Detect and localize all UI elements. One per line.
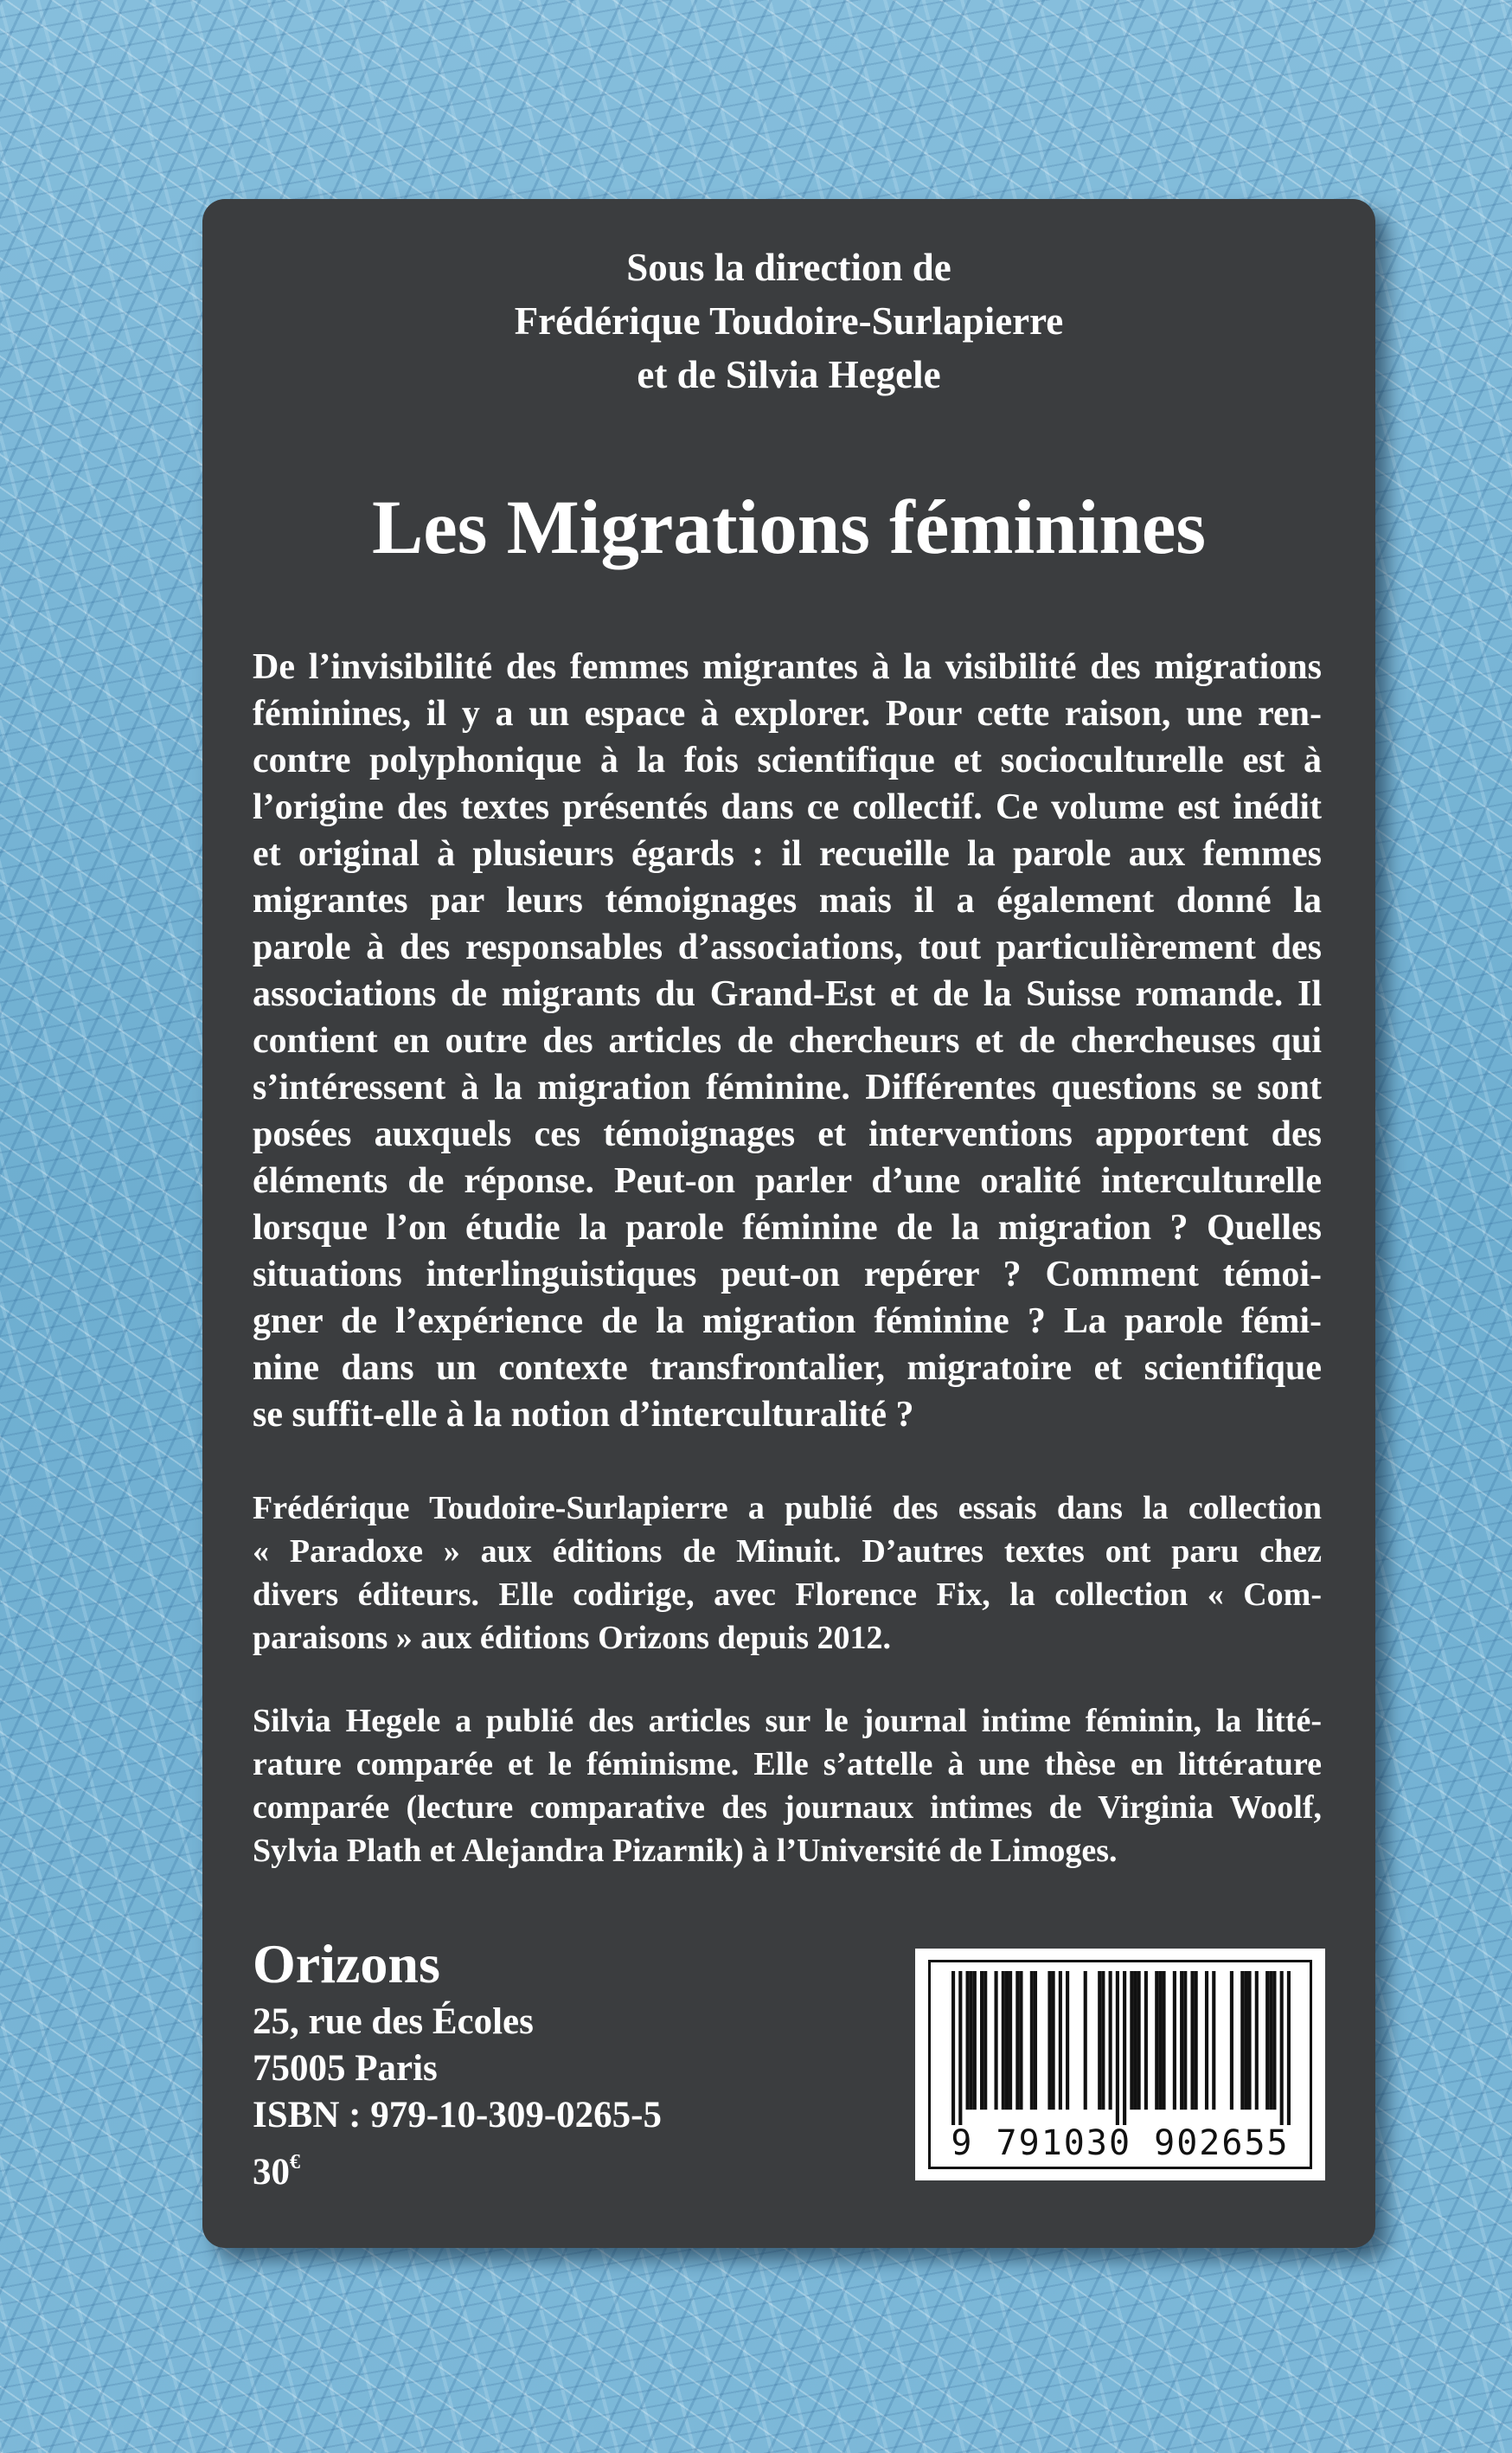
barcode-bar xyxy=(1052,1971,1055,2109)
barcode-guard-bar xyxy=(958,1971,962,2125)
back-cover-panel xyxy=(202,199,1375,2248)
summary-line: situations interlinguistiques peut-on repérer ? Comment témoi- xyxy=(253,1255,1322,1294)
barcode-bar xyxy=(995,1971,998,2109)
barcode-bar xyxy=(1059,1971,1062,2109)
summary-line: De l’invisibilité des femmes migrantes à la visibilité des migrations xyxy=(253,647,1322,687)
barcode-bar xyxy=(1130,1971,1133,2109)
barcode-bar xyxy=(1048,1971,1051,2109)
isbn: ISBN : 979-10-309-0265-5 xyxy=(253,2095,662,2135)
barcode-bar xyxy=(1180,1971,1183,2109)
barcode-bar xyxy=(1269,1971,1272,2109)
summary-line: éléments de réponse. Peut-on parler d’une oralité interculturelle xyxy=(253,1161,1322,1201)
barcode-bar xyxy=(1247,1971,1251,2109)
summary-line: lorsque l’on étudie la parole féminine de la migration ? Quelles xyxy=(253,1208,1322,1248)
price xyxy=(253,2139,662,2196)
barcode-bar xyxy=(983,1971,987,2109)
summary-line: et original à plusieurs égards : il recueille la parole aux femmes xyxy=(253,834,1322,874)
barcode-bar xyxy=(1205,1971,1208,2109)
barcode-bar xyxy=(1137,1971,1141,2109)
barcode-bar xyxy=(1158,1971,1162,2109)
barcode-bar xyxy=(1002,1971,1005,2109)
barcode-bar xyxy=(1098,1971,1101,2109)
barcode-bar xyxy=(1030,1971,1034,2109)
summary-line: s’intéressent à la migration féminine. Différentes questions se sont xyxy=(253,1068,1322,1108)
publisher-block xyxy=(253,1930,662,2196)
bio-line: divers éditeurs. Elle codirige, avec Florence Fix, la collection « Com- xyxy=(253,1576,1322,1613)
editors-line: Frédérique Toudoire-Surlapierre xyxy=(514,299,1064,343)
barcode-bar xyxy=(1190,1971,1194,2109)
summary-paragraph xyxy=(253,644,1322,1438)
editors-line: Sous la direction de xyxy=(626,246,951,289)
summary-line: associations de migrants du Grand-Est et de la Suisse romande. Il xyxy=(253,974,1322,1014)
barcode-bar xyxy=(1240,1971,1244,2109)
summary-line: parole à des responsables d’associations, tout particulièrement des xyxy=(253,928,1322,967)
barcode-bar xyxy=(1019,1971,1022,2109)
summary-line: nine dans un contexte transfrontalier, migratoire et scientifique xyxy=(253,1348,1322,1388)
barcode-bar xyxy=(980,1971,983,2109)
barcode-bar xyxy=(1005,1971,1009,2109)
barcode-bar xyxy=(1272,1971,1276,2109)
bio-line: rature comparée et le féminisme. Elle s’attelle à une thèse en littérature xyxy=(253,1746,1322,1782)
book-title: Les Migrations féminines xyxy=(371,485,1207,570)
barcode-bars xyxy=(951,1971,1291,2125)
barcode-guard-bar xyxy=(1287,1971,1291,2125)
summary-line: contient en outre des articles de chercheurs et de chercheuses qui xyxy=(253,1021,1322,1061)
bio-line: Frédérique Toudoire-Surlapierre a publié des essais dans la collection xyxy=(253,1490,1322,1526)
price-value: 30 xyxy=(253,2152,290,2193)
barcode-bar xyxy=(1084,1971,1087,2109)
barcode-bar xyxy=(1173,1971,1176,2109)
barcode-bar xyxy=(1144,1971,1148,2109)
barcode-guard-bar xyxy=(1280,1971,1284,2125)
summary-line: migrantes par leurs témoignages mais il a également donné la xyxy=(253,881,1322,921)
bio-line: « Paradoxe » aux éditions de Minuit. D’autres textes ont paru chez xyxy=(253,1533,1322,1570)
bio-line: comparée (lecture comparative des journaux intimes de Virginia Woolf, xyxy=(253,1789,1322,1826)
bio-line: paraisons » aux éditions Orizons depuis 2012. xyxy=(253,1620,891,1656)
summary-line: posées auxquels ces témoignages et interventions apportent des xyxy=(253,1114,1322,1154)
bio-line: Sylvia Plath et Alejandra Pizarnik) à l’Université de Limoges. xyxy=(253,1833,1118,1869)
summary-line: l’origine des textes présentés dans ce collectif. Ce volume est inédit xyxy=(253,787,1322,827)
summary-line: se suffit-elle à la notion d’interculturalité ? xyxy=(253,1395,914,1435)
barcode-bar xyxy=(1183,1971,1187,2109)
barcode-bar xyxy=(966,1971,970,2109)
barcode-bar xyxy=(1212,1971,1215,2109)
barcode-guard-bar xyxy=(1123,1971,1126,2125)
barcode-bar xyxy=(1133,1971,1137,2109)
barcode-bar xyxy=(1015,1971,1019,2109)
publisher-city: 75005 Paris xyxy=(253,2048,438,2089)
barcode-bar xyxy=(1255,1971,1259,2109)
summary-line: contre polyphonique à la fois scientifique et socioculturelle est à xyxy=(253,741,1322,780)
bio-line: Silvia Hegele a publié des articles sur le journal intime féminin, la litté- xyxy=(253,1703,1322,1739)
editors-line: et de Silvia Hegele xyxy=(637,353,941,396)
price-currency: € xyxy=(290,2151,300,2174)
barcode-guard-bar xyxy=(1116,1971,1119,2125)
barcode-bar xyxy=(1155,1971,1158,2109)
barcode-digits: 9 791030 902655 xyxy=(951,2123,1290,2163)
editors-credit xyxy=(202,241,1375,401)
barcode-bar xyxy=(1195,1971,1198,2109)
editor-bio-hegele xyxy=(253,1699,1322,1872)
barcode xyxy=(915,1949,1325,2180)
summary-line: gner de l’expérience de la migration féminine ? La parole fémi- xyxy=(253,1301,1322,1341)
barcode-bar xyxy=(1009,1971,1012,2109)
barcode-bar xyxy=(1101,1971,1105,2109)
editor-bio-toudoire xyxy=(253,1487,1322,1660)
barcode-bar xyxy=(1230,1971,1233,2109)
barcode-guard-bar xyxy=(951,1971,955,2125)
barcode-frame xyxy=(928,1960,1312,2169)
publisher-name: Orizons xyxy=(253,1933,440,1994)
barcode-bar xyxy=(1244,1971,1247,2109)
barcode-bar xyxy=(1109,1971,1112,2109)
barcode-bar xyxy=(1162,1971,1165,2109)
publisher-street: 25, rue des Écoles xyxy=(253,2001,534,2042)
summary-line: féminines, il y a un espace à explorer. Pour cette raison, une ren- xyxy=(253,694,1322,734)
barcode-bar xyxy=(1265,1971,1269,2109)
barcode-bar xyxy=(970,1971,973,2109)
barcode-bar xyxy=(1066,1971,1069,2109)
barcode-bar xyxy=(1034,1971,1037,2109)
barcode-bar xyxy=(973,1971,977,2109)
